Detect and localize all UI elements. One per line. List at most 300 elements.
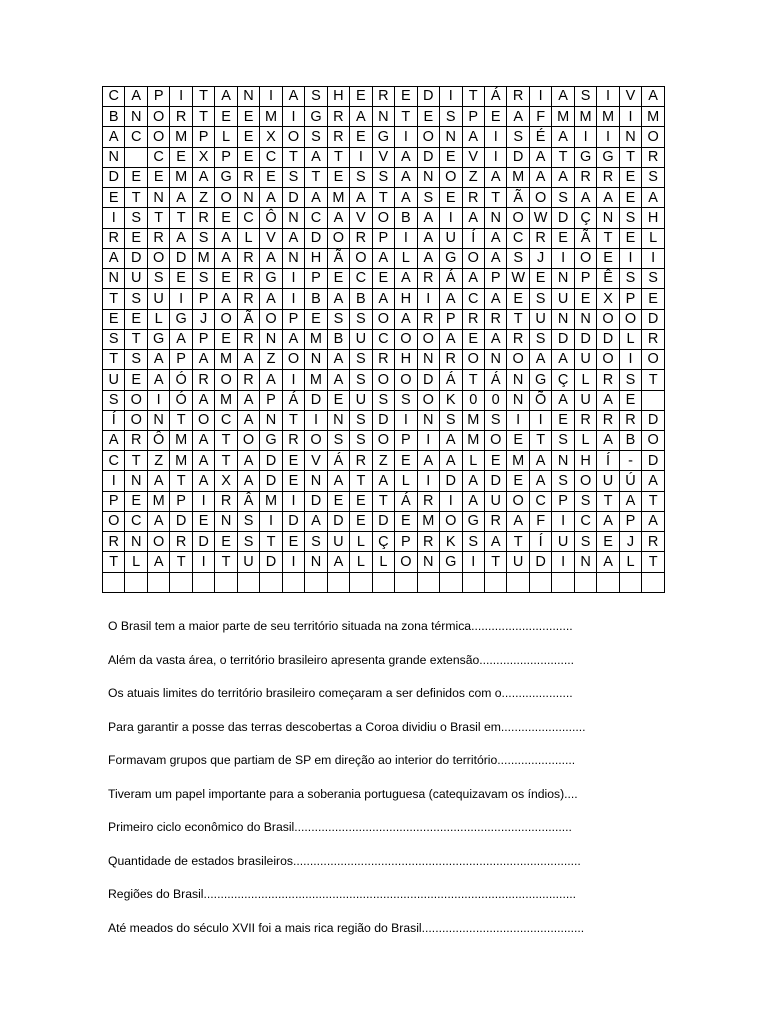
grid-cell: Ê [597,269,619,289]
grid-cell: D [552,208,574,228]
grid-cell: O [147,107,169,127]
grid-cell: S [484,410,506,430]
grid-cell: O [507,491,529,511]
grid-cell: E [192,511,214,531]
grid-cell [417,572,439,592]
grid-cell: K [440,532,462,552]
grid-cell: A [170,188,192,208]
grid-cell: N [305,552,327,572]
grid-cell: I [170,289,192,309]
grid-cell: T [507,309,529,329]
grid-cell: D [417,147,439,167]
grid-cell: P [192,289,214,309]
grid-cell: E [574,289,596,309]
grid-cell: I [552,552,574,572]
grid-cell: R [642,329,665,349]
grid-cell: I [484,127,506,147]
grid-cell: L [237,228,259,248]
grid-cell: D [282,188,304,208]
grid-cell: S [552,430,574,450]
grid-cell: N [215,511,237,531]
grid-cell: N [237,188,259,208]
grid-cell: A [237,410,259,430]
grid-cell: A [327,350,349,370]
grid-cell: D [282,511,304,531]
grid-cell: T [215,552,237,572]
grid-cell: R [350,228,372,248]
grid-cell: T [215,451,237,471]
grid-cell: A [552,167,574,187]
grid-cell: R [417,532,439,552]
grid-cell: M [417,511,439,531]
grid-cell: T [282,410,304,430]
grid-cell: S [350,410,372,430]
grid-cell: D [597,329,619,349]
grid-cell: A [327,289,349,309]
grid-cell: P [574,269,596,289]
grid-cell: Ç [574,208,596,228]
grid-cell: 0 [462,390,484,410]
grid-cell: N [552,451,574,471]
grid-cell: N [417,350,439,370]
grid-cell: N [484,350,506,370]
grid-cell: Â [237,491,259,511]
grid-cell: A [552,127,574,147]
grid-cell: E [215,329,237,349]
grid-cell: A [642,188,665,208]
grid-cell: T [170,471,192,491]
grid-cell: A [642,87,665,107]
grid-cell: D [507,147,529,167]
grid-cell: O [147,532,169,552]
grid-cell: T [462,87,484,107]
grid-cell: O [642,350,665,370]
grid-cell: R [484,511,506,531]
grid-cell: P [552,491,574,511]
grid-cell: V [619,87,641,107]
grid-cell: L [574,370,596,390]
grid-cell [192,572,214,592]
grid-cell: T [192,87,214,107]
grid-cell: I [552,248,574,268]
grid-cell: N [125,471,147,491]
grid-cell: S [507,127,529,147]
grid-cell: T [642,491,665,511]
grid-cell [147,572,169,592]
grid-cell: V [350,208,372,228]
grid-cell: N [417,167,439,187]
grid-cell: K [440,390,462,410]
grid-cell: Á [484,370,506,390]
grid-cell: E [417,107,439,127]
grid-cell: D [103,167,125,187]
grid-cell: O [372,370,394,390]
grid-cell: P [260,390,282,410]
grid-cell: I [170,87,192,107]
grid-cell: A [417,248,439,268]
grid-cell: S [305,127,327,147]
grid-cell: G [147,329,169,349]
clue-item: Além da vasta área, o território brasileiro apresenta grande extensão............................ [108,652,575,667]
grid-cell: R [642,147,665,167]
grid-cell: M [170,167,192,187]
grid-cell: N [484,208,506,228]
grid-cell: T [619,147,641,167]
grid-row [103,552,665,572]
grid-cell: Á [484,87,506,107]
grid-cell: S [552,471,574,491]
grid-cell: A [529,147,551,167]
grid-cell: I [350,147,372,167]
grid-cell: M [642,107,665,127]
grid-cell: E [125,491,147,511]
grid-cell [507,572,529,592]
grid-cell: O [484,430,506,450]
grid-cell: T [597,228,619,248]
grid-cell: O [642,127,665,147]
clue-list [108,618,668,953]
clue-item: Regiões do Brasil.............................................................................................................. [108,887,576,901]
grid-cell: R [597,167,619,187]
grid-cell: A [305,147,327,167]
grid-cell: S [395,390,417,410]
grid-cell: D [305,491,327,511]
grid-cell: R [417,269,439,289]
grid-cell: C [103,451,125,471]
grid-cell: C [147,147,169,167]
grid-cell: S [103,329,125,349]
grid-cell: A [395,309,417,329]
clue-item: Quantidade de estados brasileiros..................................................................................... [108,853,581,868]
grid-cell: A [440,289,462,309]
grid-cell [215,572,237,592]
grid-cell: E [215,532,237,552]
grid-cell: E [507,289,529,309]
grid-cell: T [103,350,125,370]
grid-cell: A [372,248,394,268]
grid-cell: O [125,390,147,410]
grid-cell: Á [282,390,304,410]
grid-cell: S [125,208,147,228]
grid-cell: A [192,471,214,491]
grid-cell: M [305,370,327,390]
grid-cell: T [372,188,394,208]
grid-cell: I [619,107,641,127]
grid-cell: A [260,188,282,208]
grid-cell: M [170,430,192,450]
grid-cell: R [237,370,259,390]
grid-cell: D [125,248,147,268]
grid-cell [237,572,259,592]
grid-cell: C [372,329,394,349]
grid-cell: P [440,309,462,329]
grid-cell: I [282,491,304,511]
grid-cell: G [372,127,394,147]
grid-cell: Z [260,350,282,370]
grid-cell: A [372,471,394,491]
grid-cell: E [282,451,304,471]
grid-cell: A [282,329,304,349]
grid-cell [440,572,462,592]
grid-cell: R [237,248,259,268]
grid-cell: Á [395,491,417,511]
grid-cell: E [462,329,484,349]
grid-cell: S [305,532,327,552]
grid-cell: D [372,410,394,430]
grid-cell: Ã [574,228,596,248]
grid-cell: A [484,248,506,268]
grid-cell: N [260,410,282,430]
grid-cell: Ú [619,471,641,491]
grid-cell: G [597,147,619,167]
grid-cell: E [327,167,349,187]
grid-cell: I [305,410,327,430]
grid-cell: A [147,370,169,390]
grid-cell: M [260,491,282,511]
grid-row [103,572,665,592]
grid-cell: R [507,329,529,349]
grid-cell: Ô [147,430,169,450]
grid-cell: I [440,491,462,511]
grid-cell: L [372,552,394,572]
grid-cell: I [395,127,417,147]
grid-cell: T [642,370,665,390]
clue-item: Formavam grupos que partiam de SP em direção ao interior do território....................... [108,753,576,767]
grid-cell: A [125,87,147,107]
grid-cell: E [103,309,125,329]
grid-cell: O [642,430,665,450]
grid-cell: S [642,167,665,187]
grid-cell: P [462,107,484,127]
grid-cell: S [462,532,484,552]
grid-cell: L [125,552,147,572]
grid-cell: R [215,491,237,511]
grid-cell: A [327,552,349,572]
grid-cell: N [147,410,169,430]
grid-cell: L [642,228,665,248]
grid-cell: Z [462,167,484,187]
grid-cell: A [597,188,619,208]
grid-cell: P [484,269,506,289]
grid-cell: A [327,471,349,491]
grid-cell: D [642,451,665,471]
grid-cell: S [350,430,372,450]
grid-cell: A [417,208,439,228]
grid-cell: A [237,390,259,410]
grid-cell: U [327,532,349,552]
grid-cell [350,572,372,592]
grid-cell: H [327,87,349,107]
grid-cell: M [462,430,484,450]
grid-cell: A [260,370,282,390]
grid-cell: A [440,329,462,349]
grid-cell: E [103,188,125,208]
grid-cell: I [574,127,596,147]
grid-cell: U [484,491,506,511]
grid-cell: V [462,147,484,167]
grid-cell: P [282,309,304,329]
grid-cell: I [597,87,619,107]
grid-cell: N [327,410,349,430]
grid-cell: A [237,471,259,491]
grid-cell: M [574,107,596,127]
grid-cell: S [529,329,551,349]
grid-cell: B [619,430,641,450]
grid-cell: X [260,127,282,147]
grid-cell: O [215,309,237,329]
grid-cell: P [103,491,125,511]
grid-cell: R [462,309,484,329]
grid-cell: V [372,147,394,167]
grid-cell: É [529,127,551,147]
grid-cell: I [395,410,417,430]
grid-cell: A [260,289,282,309]
grid-cell: R [103,228,125,248]
grid-cell: N [574,309,596,329]
grid-cell: N [440,127,462,147]
grid-cell: P [372,228,394,248]
grid-cell: H [642,208,665,228]
grid-cell: E [170,269,192,289]
grid-cell: S [192,228,214,248]
grid-cell: H [395,350,417,370]
grid-cell: T [642,552,665,572]
grid-cell: T [103,552,125,572]
grid-cell: W [529,208,551,228]
grid-cell: T [170,410,192,430]
grid-cell: O [215,370,237,390]
grid-cell [170,572,192,592]
grid-cell: A [642,511,665,531]
grid-cell: A [215,289,237,309]
grid-cell: S [372,167,394,187]
clue-item: Para garantir a posse das terras descobertas a Coroa dividiu o Brasil em......................... [108,719,586,734]
grid-cell: D [529,552,551,572]
grid-cell: D [192,532,214,552]
grid-cell: E [642,289,665,309]
grid-cell [125,572,147,592]
grid-cell: E [147,167,169,187]
grid-cell: T [260,532,282,552]
grid-cell: O [125,410,147,430]
grid-cell: D [305,390,327,410]
grid-cell: I [529,87,551,107]
grid-cell: I [619,248,641,268]
grid-cell: R [327,127,349,147]
grid-cell: A [147,552,169,572]
grid-cell: A [237,451,259,471]
grid-cell: E [327,390,349,410]
grid-cell: G [305,107,327,127]
grid-cell: T [192,107,214,127]
grid-cell: O [350,248,372,268]
grid-cell [260,572,282,592]
grid-cell: Í [462,228,484,248]
grid-row [103,390,665,410]
grid-cell: N [103,269,125,289]
grid-cell: I [619,350,641,370]
grid-cell: A [529,451,551,471]
grid-cell: M [327,188,349,208]
grid-row [103,127,665,147]
grid-cell: R [484,309,506,329]
grid-cell: A [260,248,282,268]
grid-cell: A [395,147,417,167]
grid-cell: R [597,370,619,390]
grid-cell: A [462,208,484,228]
grid-cell: E [552,410,574,430]
grid-cell [103,572,125,592]
grid-cell: G [462,511,484,531]
grid-row [103,491,665,511]
grid-cell: Z [147,451,169,471]
grid-cell: O [103,511,125,531]
grid-cell [462,572,484,592]
grid-cell: B [103,107,125,127]
grid-cell: N [507,390,529,410]
clue-item: Os atuais limites do território brasileiro começaram a ser definidos com o..................... [108,686,573,700]
grid-cell: E [619,188,641,208]
grid-cell: T [125,451,147,471]
grid-cell: S [125,350,147,370]
grid-cell: T [147,208,169,228]
grid-cell: Í [597,451,619,471]
grid-cell: Á [440,269,462,289]
grid-cell: A [327,370,349,390]
grid-cell: S [125,289,147,309]
grid-cell: I [192,552,214,572]
grid-cell: E [395,87,417,107]
grid-cell: P [395,532,417,552]
grid-cell: I [552,511,574,531]
grid-cell: A [440,451,462,471]
grid-cell: O [282,127,304,147]
grid-cell: U [574,390,596,410]
grid-cell: G [574,147,596,167]
grid-cell: S [619,370,641,390]
grid-cell: E [552,228,574,248]
grid-cell: E [125,167,147,187]
grid-cell: E [350,87,372,107]
grid-cell: T [103,289,125,309]
grid-cell: S [103,390,125,410]
grid-cell: R [440,350,462,370]
grid-cell: U [574,350,596,370]
grid-cell [529,572,551,592]
grid-cell: N [372,107,394,127]
grid-cell: L [147,309,169,329]
grid-cell: Z [192,188,214,208]
grid-cell: N [552,269,574,289]
grid-cell: T [327,147,349,167]
grid-cell: O [395,552,417,572]
grid-row [103,309,665,329]
grid-cell: U [440,228,462,248]
grid-cell: T [305,167,327,187]
grid-cell: T [395,107,417,127]
grid-cell: S [574,87,596,107]
grid-cell: O [417,127,439,147]
grid-cell: A [529,167,551,187]
grid-cell: N [305,350,327,370]
grid-cell: M [305,329,327,349]
grid-cell: O [529,188,551,208]
grid-cell: G [260,430,282,450]
grid-cell: D [260,471,282,491]
grid-cell: A [642,471,665,491]
grid-cell: D [642,410,665,430]
grid-cell: S [350,309,372,329]
